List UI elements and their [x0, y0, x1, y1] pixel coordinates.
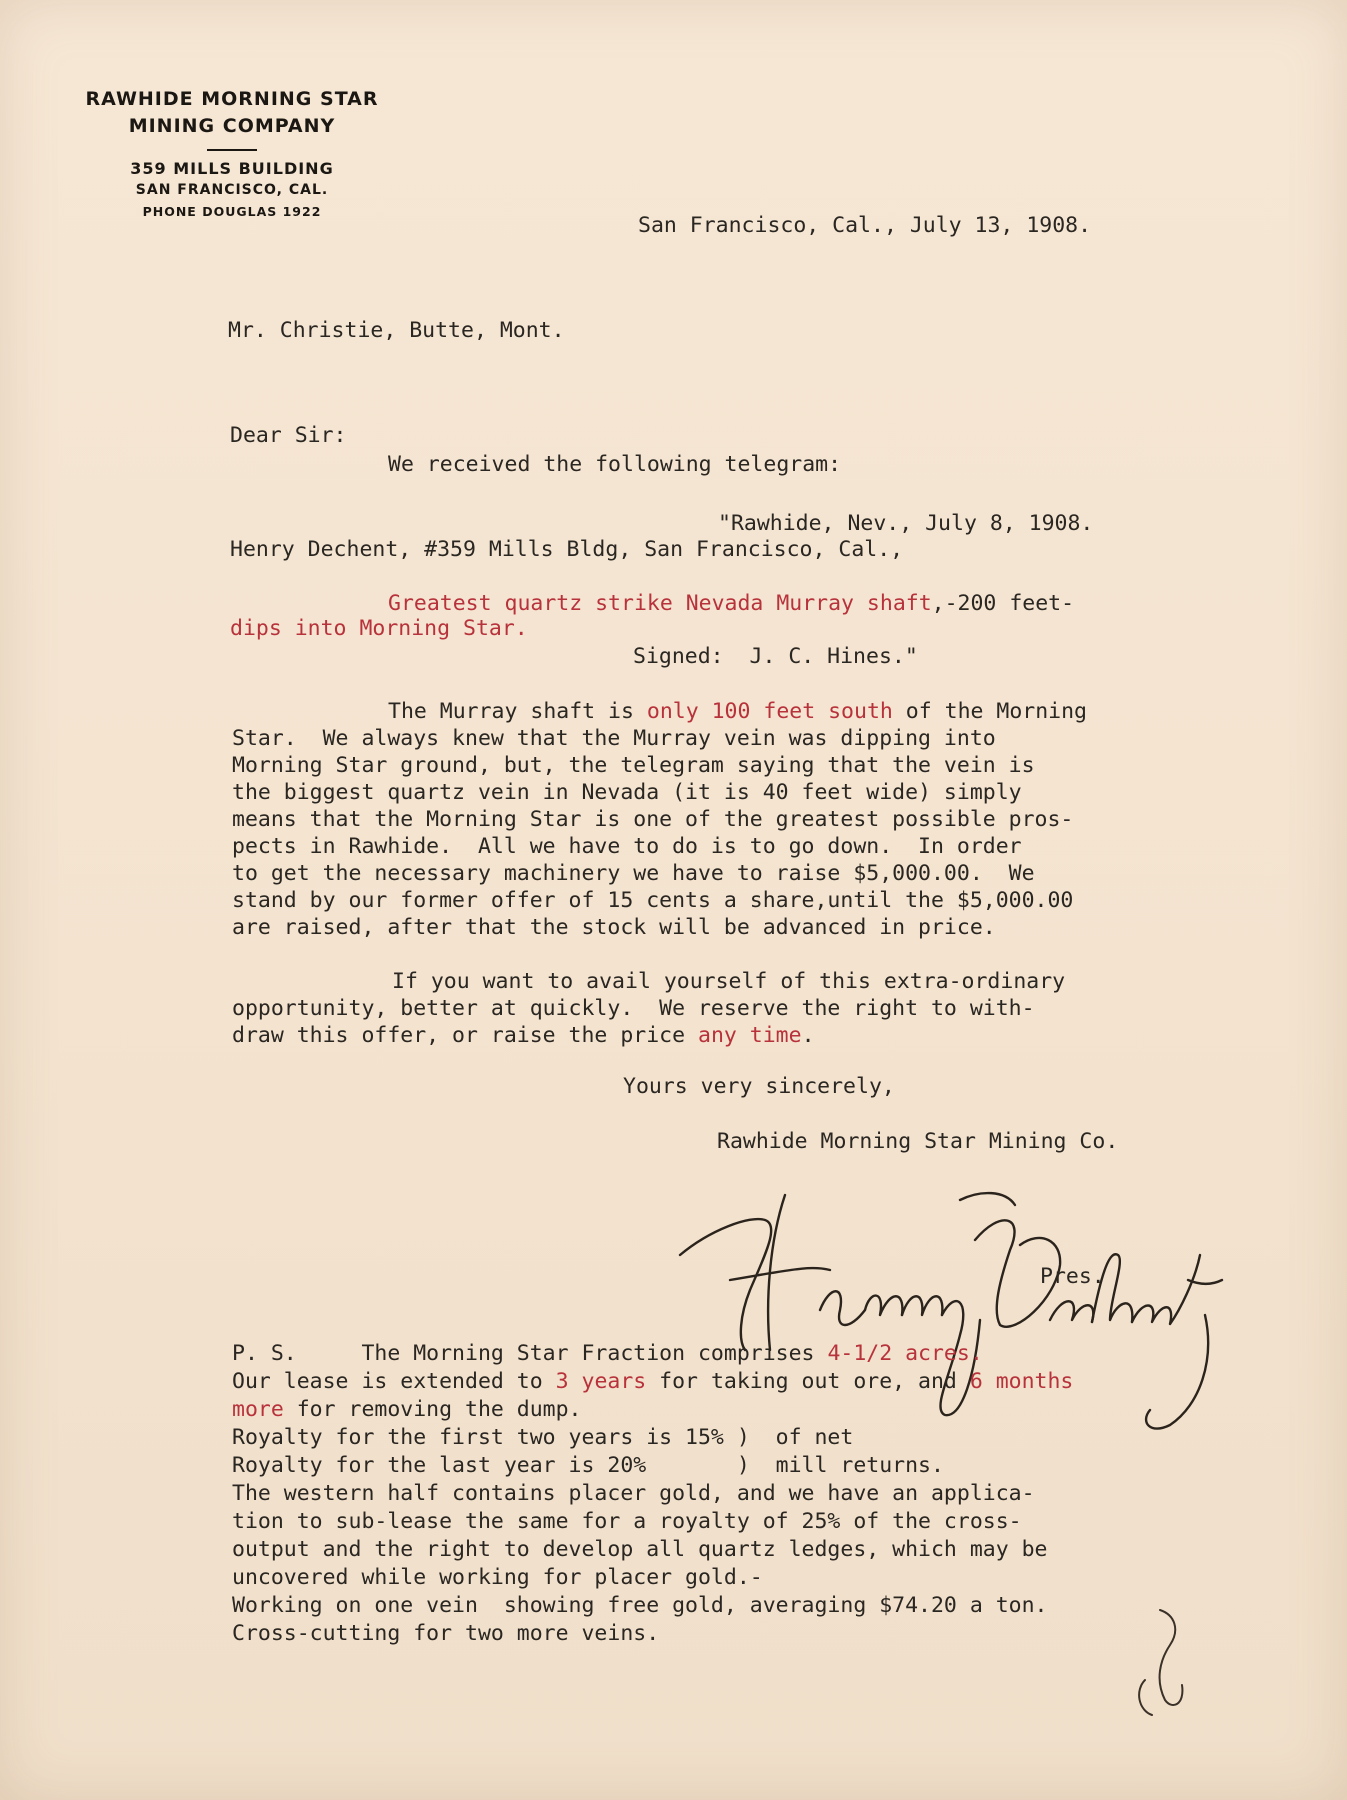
para1-line-3: Morning Star ground, but, the telegram saying that the vein is	[232, 753, 1035, 778]
para2-line-2: opportunity, better at quickly. We reserve the right to with-	[232, 996, 1035, 1021]
ps-highlight-acres: 4-1/2 acres.	[827, 1341, 983, 1366]
telegram-dateline: "Rawhide, Nev., July 8, 1908.	[718, 511, 1094, 536]
ps-line-9: uncovered while working for placer gold.-	[232, 1565, 763, 1590]
para1-highlight: only 100 feet south	[646, 699, 893, 724]
company-address: 359 MILLS BUILDING	[130, 159, 334, 178]
ps-line-10: Working on one vein showing free gold, averaging $74.20 a ton.	[232, 1593, 1048, 1618]
intro-line: We received the following telegram:	[388, 452, 842, 477]
ps-line-1	[232, 1340, 983, 1368]
ps-line-11	[232, 1620, 659, 1648]
ps-line-5: Royalty for the last year is 20% ) mill returns.	[232, 1453, 944, 1478]
ps-line-2-b: for taking out ore, and	[646, 1369, 970, 1394]
ps-line-1-a: P. S. The Morning Star Fraction comprises	[232, 1341, 828, 1366]
company-name-line2: MINING COMPANY	[128, 115, 336, 137]
para1-line-1-b: of the Morning	[892, 699, 1088, 724]
para1-line-1	[388, 698, 1087, 726]
signer-title: Pres.	[1040, 1264, 1105, 1289]
company-phone: PHONE DOUGLAS 1922	[142, 204, 322, 219]
signature-henry-dechent	[670, 1160, 1250, 1440]
telegram-message-line-1	[388, 590, 1074, 618]
telegram-message-text-1: ,-200 feet-	[931, 591, 1075, 616]
ps-line-3	[232, 1396, 582, 1424]
para2-line-3-a: draw this offer, or raise the price	[232, 1023, 698, 1048]
signature-company: Rawhide Morning Star Mining Co.	[717, 1129, 1119, 1154]
recipient: Mr. Christie, Butte, Mont.	[228, 318, 565, 343]
ps-highlight-more: more	[232, 1397, 284, 1422]
ps-highlight-months: 6 months	[969, 1369, 1074, 1394]
para1-line-7: to get the necessary machinery we have to raise $5,000.00. We	[232, 861, 1035, 886]
para2-line-3-b: .	[801, 1023, 815, 1048]
telegram-signed: Signed: J. C. Hines."	[633, 644, 918, 669]
telegram-message-line-2: dips into Morning Star.	[230, 616, 528, 641]
letterhead	[62, 86, 402, 222]
ps-line-7: tion to sub-lease the same for a royalty of 25% of the cross-	[232, 1509, 1022, 1534]
para2-highlight: any time	[698, 1023, 802, 1048]
ps-line-4: Royalty for the first two years is 15% ) of net	[232, 1425, 854, 1450]
ps-line-8-b: output and the right to develop all quartz ledges, which may be	[232, 1537, 1048, 1562]
ps-highlight-years: 3 years	[555, 1369, 647, 1394]
company-name-line1: RAWHIDE MORNING STAR	[85, 88, 379, 110]
closing: Yours very sincerely,	[623, 1074, 895, 1099]
telegram-highlight-1: Greatest quartz strike Nevada Murray shaft	[388, 591, 932, 616]
para1-line-9: are raised, after that the stock will be advanced in price.	[232, 915, 996, 940]
para1-line-8: stand by our former offer of 15 cents a share,until the $5,000.00	[232, 888, 1074, 913]
para1-line-6: pects in Rawhide. All we have to do is to go down. In order	[232, 834, 1022, 859]
para1-line-5: means that the Morning Star is one of the greatest possible pros-	[232, 807, 1074, 832]
para1-line-4: the biggest quartz vein in Nevada (it is 40 feet wide) simply	[232, 780, 1022, 805]
ps-line-6: The western half contains placer gold, and we have an applica-	[232, 1481, 1035, 1506]
ps-line-3-b: for removing the dump.	[283, 1397, 582, 1422]
ps-line-2	[232, 1368, 1073, 1396]
company-city: SAN FRANCISCO, CAL.	[135, 182, 329, 198]
ps-line-8	[232, 1536, 1047, 1564]
ps-line-11-a: Cross-cutting for two more veins.	[232, 1621, 660, 1646]
letter-date: San Francisco, Cal., July 13, 1908.	[638, 213, 1092, 238]
salutation: Dear Sir:	[230, 423, 347, 448]
para1-line-1-a: The Murray shaft is	[388, 699, 647, 724]
para2-line-3	[232, 1022, 815, 1050]
para2-line-1: If you want to avail yourself of this extra-ordinary	[392, 969, 1066, 994]
para1-line-2: Star. We always knew that the Murray vein was dipping into	[232, 726, 996, 751]
ps-line-2-a: Our lease is extended to	[232, 1369, 556, 1394]
letterhead-divider	[207, 149, 257, 151]
telegram-addressee: Henry Dechent, #359 Mills Bldg, San Francisco, Cal.,	[230, 537, 904, 562]
handwritten-initial-mark	[1130, 1605, 1210, 1725]
